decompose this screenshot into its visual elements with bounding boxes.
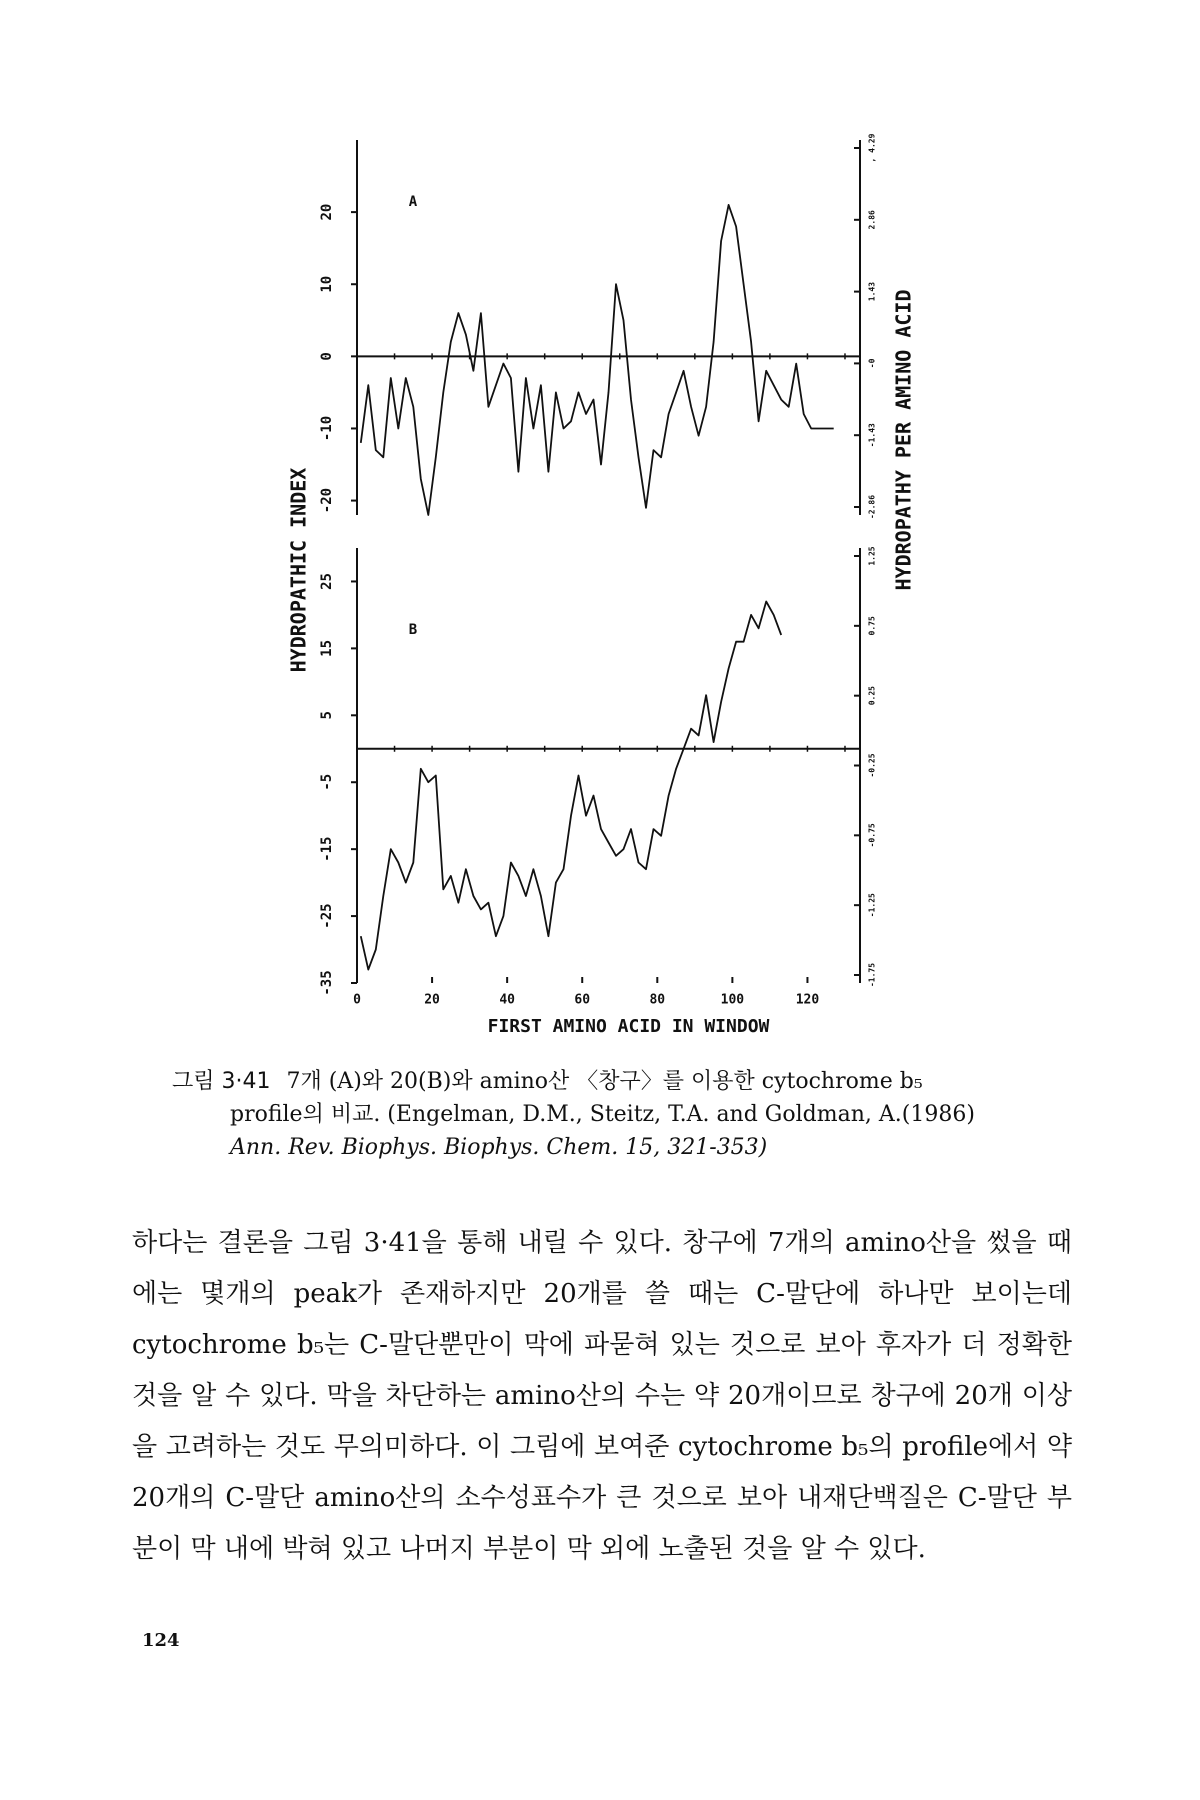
y-tick-label: -10 [319, 415, 335, 442]
x-tick-label: 100 [720, 992, 745, 1008]
y2-tick-label: , 4.29 [867, 133, 877, 163]
y-tick-label: -20 [319, 487, 335, 514]
x-tick-label: 20 [424, 992, 440, 1008]
x-tick-label: 60 [574, 992, 591, 1008]
figure-caption [172, 1065, 1072, 1164]
y-tick-label: 20 [319, 203, 335, 221]
y-tick-label: 10 [319, 275, 335, 293]
y-tick-label: -15 [319, 836, 335, 862]
y-tick-label: 5 [319, 711, 335, 720]
x-tick-label: 40 [499, 992, 515, 1008]
x-axis-label: FIRST AMINO ACID IN WINDOW [487, 1016, 770, 1037]
page-number: 124 [142, 1630, 180, 1651]
y-tick-label: -25 [319, 903, 335, 929]
y2-tick-label: 2.86 [867, 210, 877, 230]
y-tick-label: 0 [319, 352, 335, 361]
y2-tick-label: -1.75 [867, 962, 877, 988]
y2-tick-label: -1.43 [867, 423, 877, 448]
panel-label-a: A [408, 194, 418, 210]
y2-tick-label: -0.25 [867, 753, 877, 778]
body-paragraph-text: 하다는 결론을 그림 3·41을 통해 내릴 수 있다. 창구에 7개의 amino산을 썼을 때에는 몇개의 peak가 존재하지만 20개를 쓸 때는 C-말단에 하나만 보이는데 cytochrome b₅는 C-말단뿐만이 막에 파묻혀 있는 것으로 보아 후자가 더 정확한 것을 알 수 있다. 막을 차단하는 amino산의 수는 약 20개이므로 창구에 20개 이상을 고려하는 것도 무의미하다. 이 그림에 보여준 cytochrome b₅의 profile에서 약 20개의 C-말단 amino산의 소수성표수가 큰 것으로 보아 내재단백질은 C-말단 부분이 막 내에 박혀 있고 나머지 부분이 막 외에 노출된 것을 알 수 있다. [132, 1228, 1072, 1564]
x-tick-label: 80 [649, 992, 666, 1008]
y-axis-label: HYDROPATHIC INDEX [286, 467, 311, 673]
hydropathy-series-b [361, 602, 781, 970]
y-tick-label: -35 [319, 970, 335, 996]
y2-axis-label: HYDROPATHY PER AMINO ACID [891, 289, 916, 591]
panel-label-b: B [408, 622, 418, 638]
y2-tick-label: -0 [867, 358, 877, 369]
y2-tick-label: 0.75 [867, 616, 877, 636]
figure-label: 그림 3·41 [172, 1069, 271, 1094]
x-tick-label: 0 [353, 992, 361, 1008]
y-tick-label: 15 [319, 639, 335, 657]
y-tick-label: -5 [319, 773, 335, 791]
y-tick-label: 25 [319, 573, 335, 590]
hydropathy-series-a [361, 205, 834, 515]
y2-tick-label: -0.75 [867, 823, 877, 848]
y2-tick-label: -2.86 [867, 494, 877, 520]
caption-line-1: 7개 (A)와 20(B)와 amino산 〈창구〉를 이용한 cytochrome b₅ [286, 1069, 923, 1094]
caption-citation: Ann. Rev. Biophys. Biophys. Chem. 15, 321-353) [230, 1135, 768, 1160]
body-paragraph [132, 1218, 1072, 1575]
y2-tick-label: -1.25 [867, 893, 877, 918]
caption-line-2: profile의 비교. (Engelman, D.M., Steitz, T.A. and Goldman, A.(1986) [230, 1102, 975, 1127]
y2-tick-label: 1.25 [867, 546, 877, 566]
y2-tick-label: 1.43 [867, 281, 877, 302]
x-tick-label: 120 [795, 992, 820, 1008]
y2-tick-label: 0.25 [867, 686, 877, 706]
